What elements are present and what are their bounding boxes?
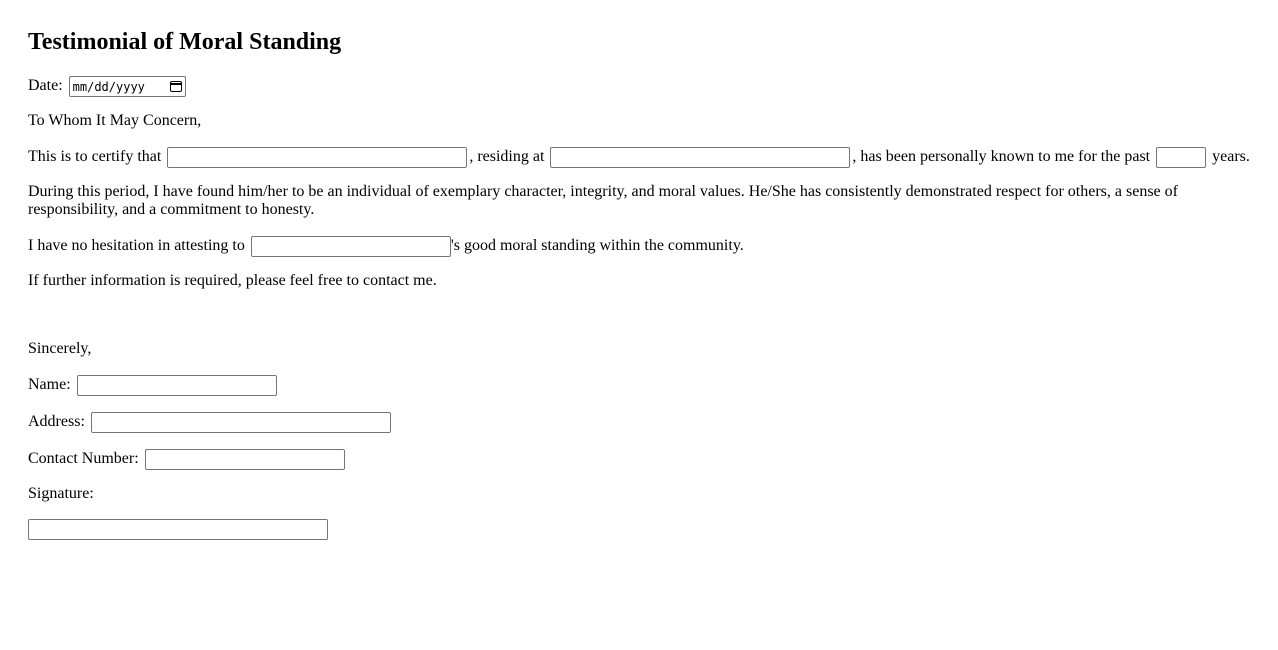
character-paragraph: During this period, I have found him/her to be an individual of exemplary character, integrity, and moral values. He/She has consistently demonstrated respect for others, a sense of responsibility, and a commitment to honesty. <box>28 183 1178 218</box>
attest-suffix: 's good moral standing within the community. <box>450 237 744 255</box>
closing: Sincerely, <box>28 340 92 357</box>
name-row <box>28 375 279 396</box>
name-label: Name: <box>28 376 71 394</box>
date-label: Date: <box>28 77 63 95</box>
signature-row <box>28 519 328 540</box>
page-title: Testimonial of Moral Standing <box>28 29 342 55</box>
contact-number-label: Contact Number: <box>28 450 139 468</box>
date-row <box>28 76 186 97</box>
certify-prefix: This is to certify that <box>28 148 162 166</box>
years-known-input[interactable] <box>1156 147 1206 168</box>
attest-name-input[interactable] <box>251 236 451 257</box>
certify-row <box>28 147 1250 168</box>
attest-row <box>28 236 744 257</box>
attest-prefix: I have no hesitation in attesting to <box>28 237 245 255</box>
signer-address-input[interactable] <box>91 412 391 433</box>
date-input[interactable] <box>69 76 186 97</box>
person-name-input[interactable] <box>167 147 467 168</box>
salutation: To Whom It May Concern, <box>28 112 202 129</box>
contact-number-row <box>28 449 347 470</box>
address-label: Address: <box>28 413 85 431</box>
certify-suffix: years. <box>1212 148 1250 166</box>
certify-residing-label: , residing at <box>469 148 545 166</box>
person-address-input[interactable] <box>550 147 850 168</box>
signature-label: Signature: <box>28 485 94 502</box>
calendar-icon[interactable] <box>170 81 182 92</box>
contact-number-input[interactable] <box>145 449 345 470</box>
address-row <box>28 412 393 433</box>
contact-paragraph: If further information is required, please feel free to contact me. <box>28 272 437 289</box>
date-placeholder: mm/dd/yyyy <box>72 79 145 94</box>
signer-name-input[interactable] <box>77 375 277 396</box>
certify-known-label: , has been personally known to me for the past <box>852 148 1151 166</box>
signature-input[interactable] <box>28 519 328 540</box>
